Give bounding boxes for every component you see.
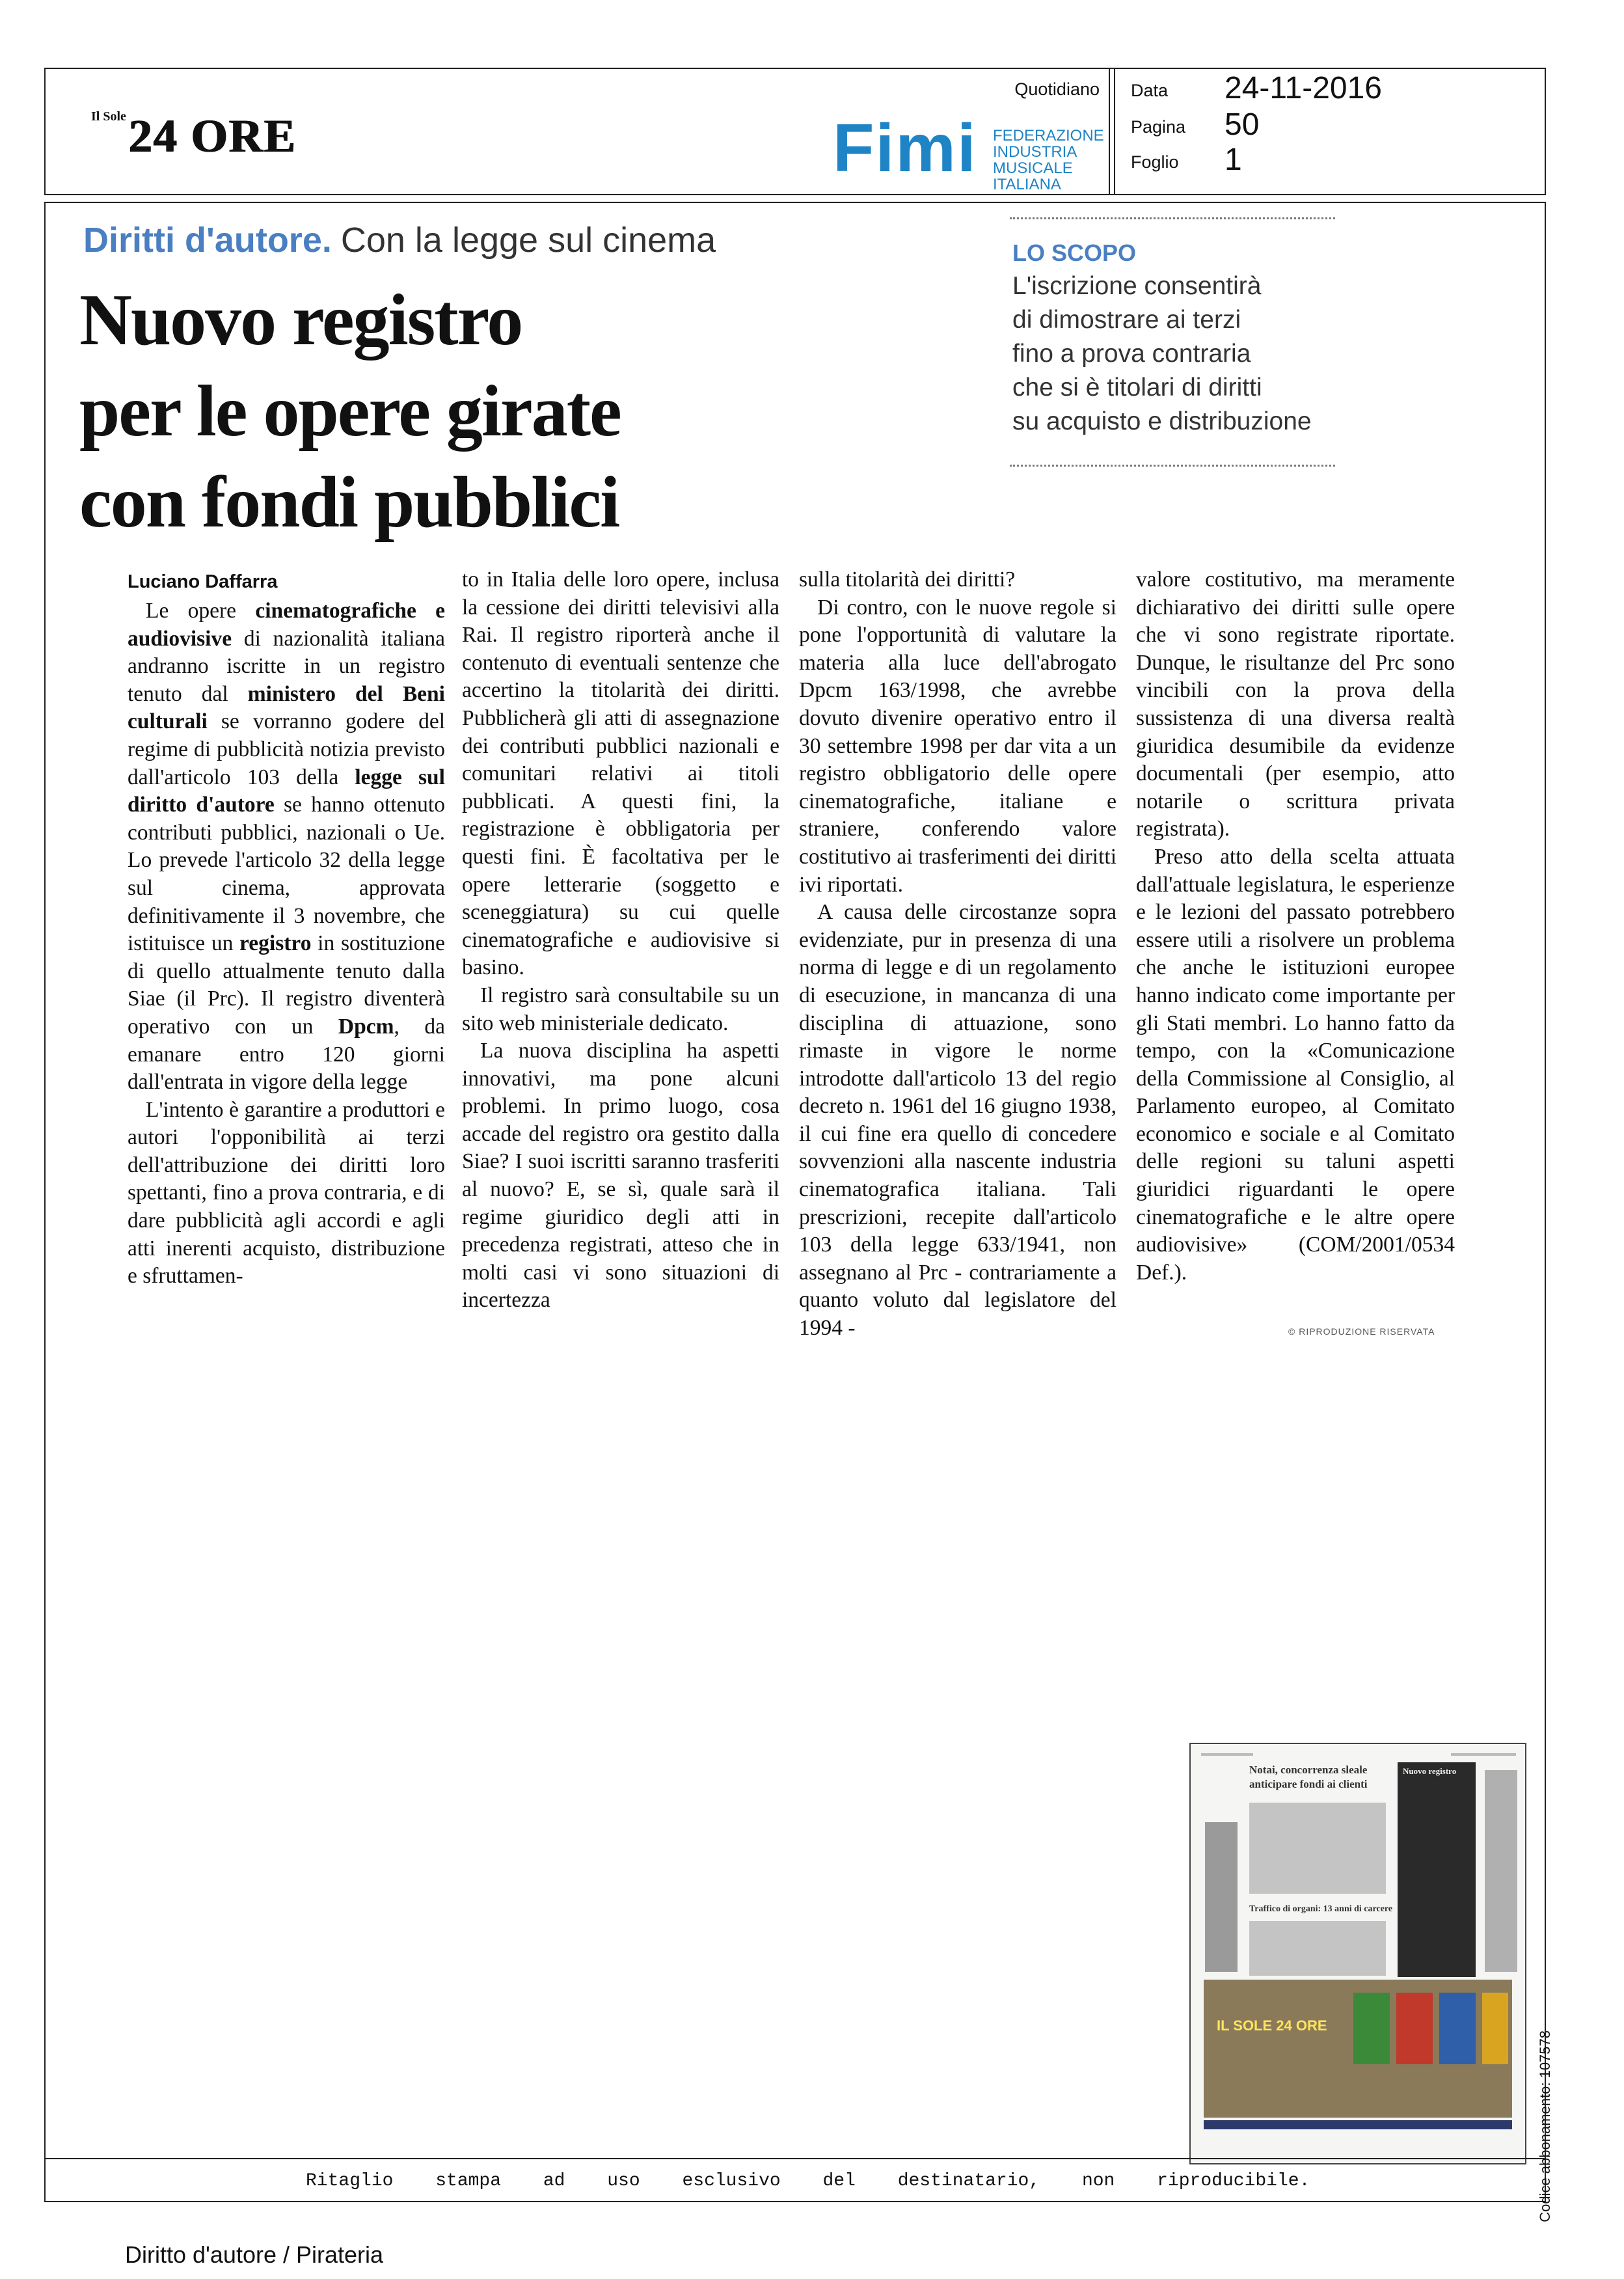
meta-value-foglio: 1 — [1225, 143, 1242, 177]
header-divider — [1109, 68, 1115, 195]
paragraph: Le opere cinematografiche e audiovisive di nazionalità italiana andranno iscritte in un registro tenuto dal ministero del Beni culturali se vorranno godere del regime di pubblicità notizia previsto dall'articolo 103 della legge sul diritto d'autore se hanno ottenuto contributi pubblici, nazionali o Ue. Lo prevede l'articolo 32 della legge sul cinema, approvata definitivamente il 3 novembre, che istituisce un registro in sostituzione di quello attualmente tenuto dalla Siae (il Prc). Il registro diventerà operativo con un Dpcm, da emanare entro 120 giorni dall'entrata in vigore della legge — [128, 599, 446, 1095]
scopo-line: fino a prova contraria — [1012, 340, 1251, 368]
thumb-ad-band — [1204, 2120, 1512, 2129]
paragraph: L'intento è garantire a produttori e autori l'opponibilità ai terzi dell'attribuzione dei diritti loro spettanti, fino a prova contraria, e di dare pubblicità agli accordi e agli atti inerenti acquisto, distribuzione e sfruttamen- — [128, 1097, 445, 1289]
thumb-column — [1485, 1770, 1517, 1972]
byline: Luciano Daffarra — [128, 571, 278, 592]
meta-label-data: Data — [1131, 81, 1169, 100]
thumb-text-block — [1249, 1803, 1386, 1894]
article-kicker — [83, 220, 716, 260]
paragraph: sulla titolarità dei diritti? — [799, 567, 1016, 592]
article-column-1 — [128, 597, 445, 1290]
bold-term: registro — [239, 931, 312, 956]
bold-term: legge sul diritto d'autore — [128, 765, 445, 817]
logo-small-text: Il Sole — [91, 109, 126, 124]
meta-label-foglio: Foglio — [1131, 152, 1179, 172]
section-label: Diritto d'autore / Pirateria — [125, 2241, 384, 2268]
headline-line-2: per le opere girate — [79, 371, 621, 452]
paragraph: Preso atto della scelta attuata dall'attuale legislatura, le esperienze e le lezioni del passato potrebbero essere utili a risolvere un problema che anche le istituzioni europee hanno indicato come importante per gli Stati membri. Lo hanno fatto da tempo, con la «Comunicazione della Commissione al Consiglio, al Parlamento europeo, al Comitato economico e sociale e al Comitato delle regioni su taluni aspetti giuridici riguardanti le opere cinematografiche e le altre opere audiovisive» (COM/2001/0534 Def.). — [1136, 844, 1455, 1285]
bold-term: Dpcm — [338, 1014, 394, 1039]
ritaglio-notice: Ritaglio stampa ad uso esclusivo del destinatario, non riproducibile. — [306, 2171, 1310, 2191]
paragraph: La nuova disciplina ha aspetti innovativi, ma pone alcuni problemi. In primo luogo, cosa accade del registro ora gestito dalla Siae? I suoi iscritti saranno trasferiti al nuovo? E, se sì, quale sarà il regime giuridico degli atti in precedenza registrati, atteso che in molti casi vi sono situazioni di incertezza — [462, 1039, 779, 1313]
scopo-bottom-rule — [1010, 465, 1335, 467]
thumb-headline: Notai, concorrenza sleale — [1249, 1764, 1368, 1776]
thumb-headline: Traffico di organi: 13 anni di carcere — [1249, 1904, 1393, 1914]
scopo-line: di dimostrare ai terzi — [1012, 306, 1241, 334]
scopo-top-rule — [1010, 217, 1335, 219]
scopo-line: su acquisto e distribuzione — [1012, 407, 1312, 435]
kicker-topic: Con la legge sul cinema — [340, 221, 716, 260]
article-column-2 — [462, 566, 779, 1315]
article-column-4 — [1136, 566, 1455, 1287]
bold-term: ministero del Beni culturali — [128, 681, 445, 734]
scopo-line: L'iscrizione consentirà — [1012, 272, 1262, 300]
thumb-ad-book — [1439, 1993, 1476, 2064]
headline-line-1: Nuovo registro — [79, 280, 522, 361]
codice-abbonamento: Codice abbonamento: 107578 — [1537, 2030, 1553, 2222]
thumb-rule — [1201, 1753, 1253, 1756]
paragraph: valore costitutivo, ma meramente dichiarativo dei diritti sulle opere che vi sono registrate riportate. Dunque, le risultanze del Prc sono vincibili con la prova della sussistenza di una diversa realtà giuridica desumibile da evidenze documentali (per esempio, atto notarile o scrittura privata registrata). — [1136, 567, 1455, 841]
meta-label-pagina: Pagina — [1131, 117, 1186, 137]
kicker-section: Diritti d'autore. — [83, 221, 332, 260]
scopo-line: che si è titolari di diritti — [1012, 374, 1262, 402]
logo-big-text: 24 ORE — [128, 110, 297, 162]
paragraph: to in Italia delle loro opere, inclusa la cessione dei diritti televisivi alla Rai. Il registro riporterà anche il contenuto di eventuali sentenze che accertino la titolarità dei diritti. Pubblicherà gli atti di assegnazione dei contributi pubblici nazionali e comunitari relativi ai titoli pubblicati. A questi fini, la registrazione è obbligatoria per questi fini. È facoltativa per le opere letterarie (soggetto e sceneggiatura) su cui quelle cinematografiche e audiovisive si basino. — [462, 567, 779, 980]
article-column-3 — [799, 566, 1116, 1343]
thumb-column — [1205, 1822, 1238, 1972]
paragraph: Di contro, con le nuove regole si pone l'opportunità di valutare la materia alla luce dell'abrogato Dpcm 163/1998, che avrebbe dovuto divenire operativo entro il 30 settembre 1998 per dar vita a un registro obbligatorio delle opere cinematografiche, italiane e straniere, conferendo valore costitutivo ai trasferimenti dei diritti ivi riportati. — [799, 595, 1116, 897]
thumb-ad-book — [1396, 1993, 1433, 2064]
federazione-text: FEDERAZIONE INDUSTRIA MUSICALE ITALIANA — [993, 127, 1104, 193]
thumb-ad-book — [1482, 1993, 1508, 2064]
copyright-notice: © RIPRODUZIONE RISERVATA — [1288, 1326, 1435, 1337]
thumb-headline: anticipare fondi ai clienti — [1249, 1778, 1368, 1790]
bold-term: cinematografiche e audiovisive — [128, 599, 446, 651]
newspaper-logo — [91, 109, 297, 163]
meta-value-data: 24-11-2016 — [1225, 71, 1382, 105]
page-thumbnail — [1189, 1743, 1526, 2164]
fimi-logo: Fimi — [833, 111, 977, 186]
thumb-ad-text: IL SOLE 24 ORE — [1217, 2017, 1327, 2034]
publication-type: Quotidiano — [1014, 79, 1100, 99]
scopo-title: LO SCOPO — [1012, 239, 1137, 266]
thumb-dark-article — [1398, 1762, 1476, 1977]
thumb-ad-book — [1353, 1993, 1390, 2064]
thumb-rule — [1451, 1753, 1516, 1756]
paragraph: Il registro sarà consultabile su un sito web ministeriale dedicato. — [462, 983, 779, 1035]
thumb-headline: Nuovo registro — [1403, 1766, 1457, 1776]
paragraph: A causa delle circostanze sopra evidenziate, pur in presenza di una norma di legge e di un regolamento di esecuzione, in mancanza di una disciplina di attuazione, sono rimaste in vigore le norme introdotte dall'articolo 13 del regio decreto n. 1961 del 16 giugno 1938, il cui fine era quello di concedere sovvenzioni alla nascente industria cinematografica italiana. Tali prescrizioni, recepite dall'articolo 103 della legge 633/1941, non assegnano al Prc - contrariamente a quanto voluto dal legislatore del 1994 - — [799, 900, 1116, 1341]
thumb-text-block — [1249, 1921, 1386, 1976]
headline-line-3: con fondi pubblici — [79, 462, 619, 543]
meta-value-pagina: 50 — [1225, 107, 1260, 142]
